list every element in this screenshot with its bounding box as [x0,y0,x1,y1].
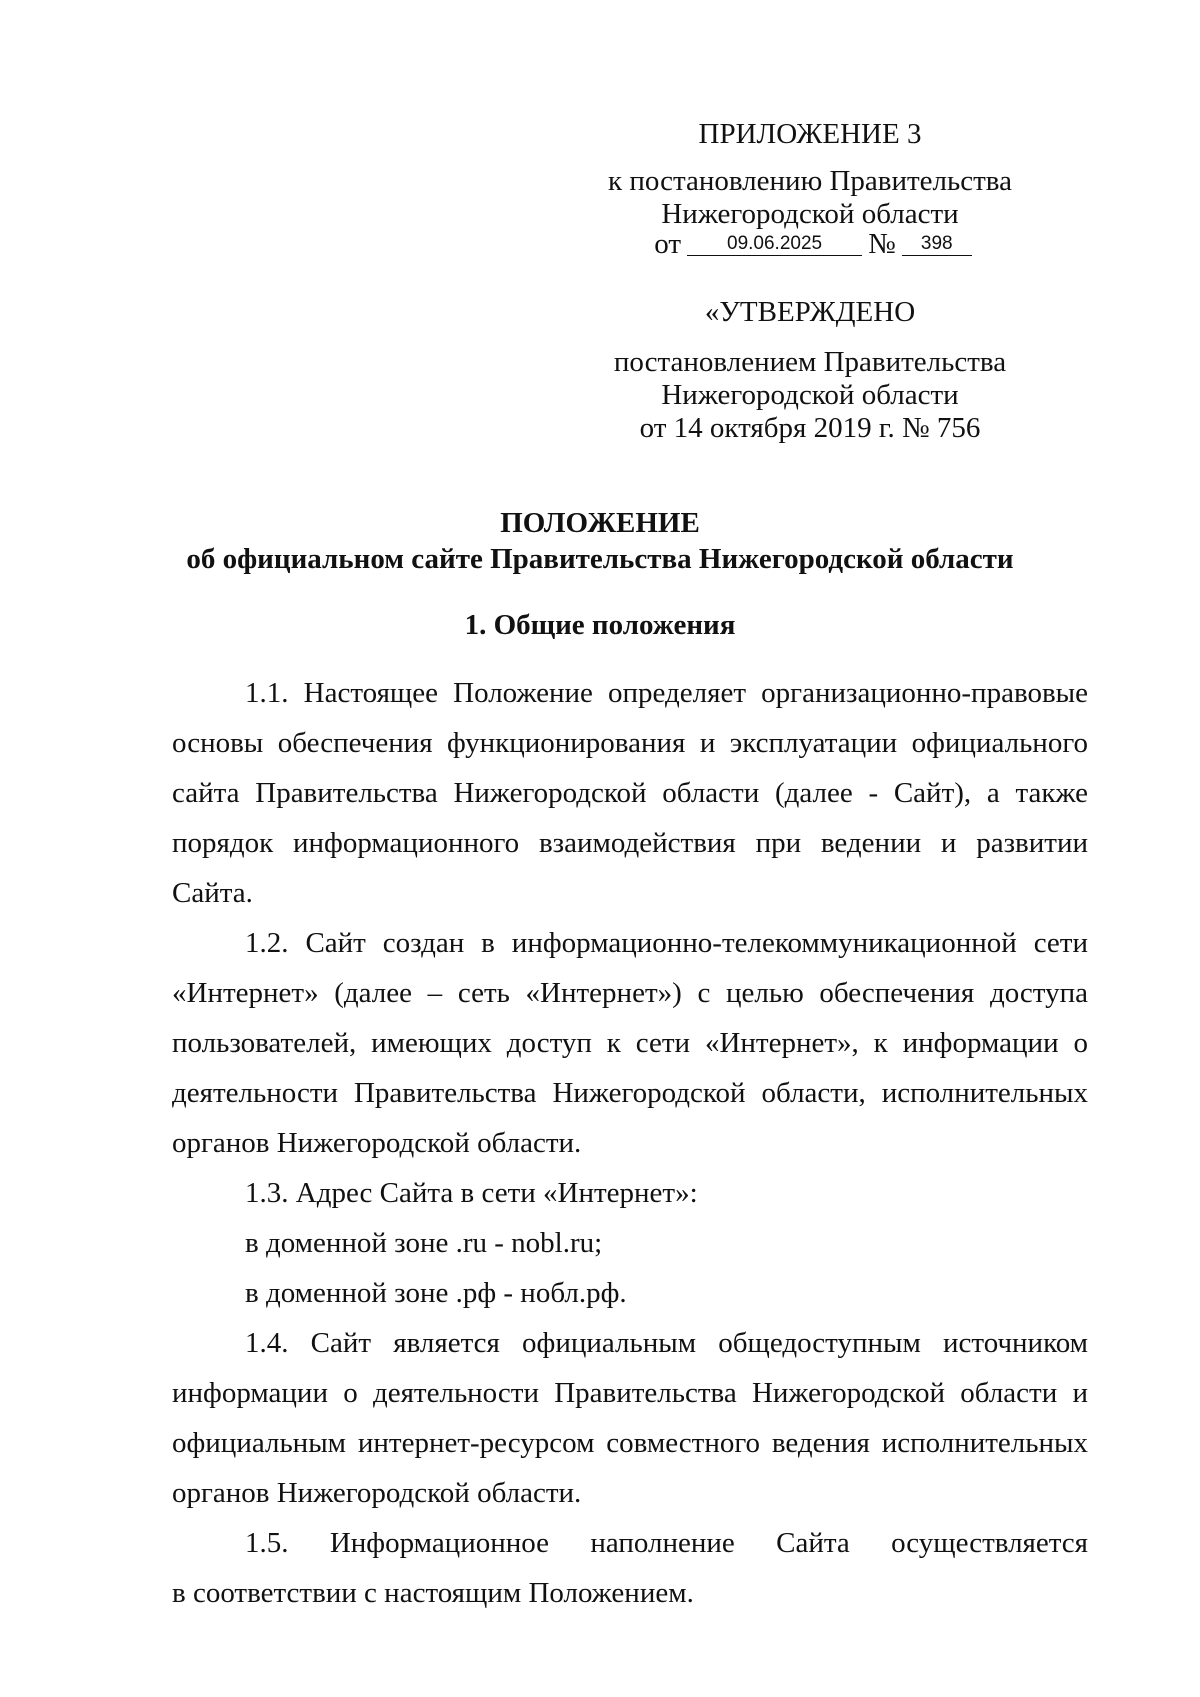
document-subtitle: об официальном сайте Правительства Нижегородской области [186,543,1014,575]
resolution-date-field: 09.06.2025 [687,233,862,256]
resolution-reference-line-1: к постановлению Правительства [608,165,1012,197]
resolution-date-number-line [560,228,1060,261]
approved-by-line-2: Нижегородской области [661,379,959,411]
appendix-label: ПРИЛОЖЕНИЕ 3 [698,118,922,150]
paragraph-1-3: 1.3. Адрес Сайта в сети «Интернет»: [245,1177,698,1209]
number-label: № [868,228,896,260]
paragraph-1-1: 1.1. Настоящее Положение определяет организационно-правовые основы обеспечения функционирования и эксплуатации официального сайта Правительства Нижегородской области (далее - Сайт), а также порядок информационного взаимодействия при ведении и развитии Сайта. [172,677,1088,909]
paragraph-1-5-line-1: 1.5. Информационное наполнение Сайта осуществляется [245,1527,1088,1559]
approved-by-line-1: постановлением Правительства [613,346,1007,378]
approved-stamp-label: «УТВЕРЖДЕНО [704,296,916,328]
resolution-reference-line-2: Нижегородской области [661,198,959,230]
section-heading: 1. Общие положения [464,609,736,641]
paragraph-1-5-line-2: в соответствии с настоящим Положением. [172,1577,694,1609]
paragraph-1-2: 1.2. Сайт создан в информационно-телекоммуникационной сети «Интернет» (далее – сеть «Интернет») с целью обеспечения доступа пользователей, имеющих доступ к сети «Интернет», к информации о деятельности Правительства Нижегородской области, исполнительных органов Нижегородской области. [172,927,1088,1159]
document-title: ПОЛОЖЕНИЕ [500,507,700,539]
resolution-number-field: 398 [902,233,972,256]
domain-ru-line: в доменной зоне .ru - nobl.ru; [245,1227,603,1259]
approved-by-block [560,346,1060,445]
resolution-reference [560,165,1060,231]
from-label: от [654,228,682,260]
domain-rf-line: в доменной зоне .рф - нобл.рф. [245,1277,627,1309]
paragraph-1-4: 1.4. Сайт является официальным общедоступным источником информации о деятельности Правительства Нижегородской области и официальным интернет-ресурсом совместного ведения исполнительных органов Нижегородской области. [172,1327,1088,1509]
approved-by-line-3: от 14 октября 2019 г. № 756 [639,412,981,444]
document-body [172,668,1088,1618]
